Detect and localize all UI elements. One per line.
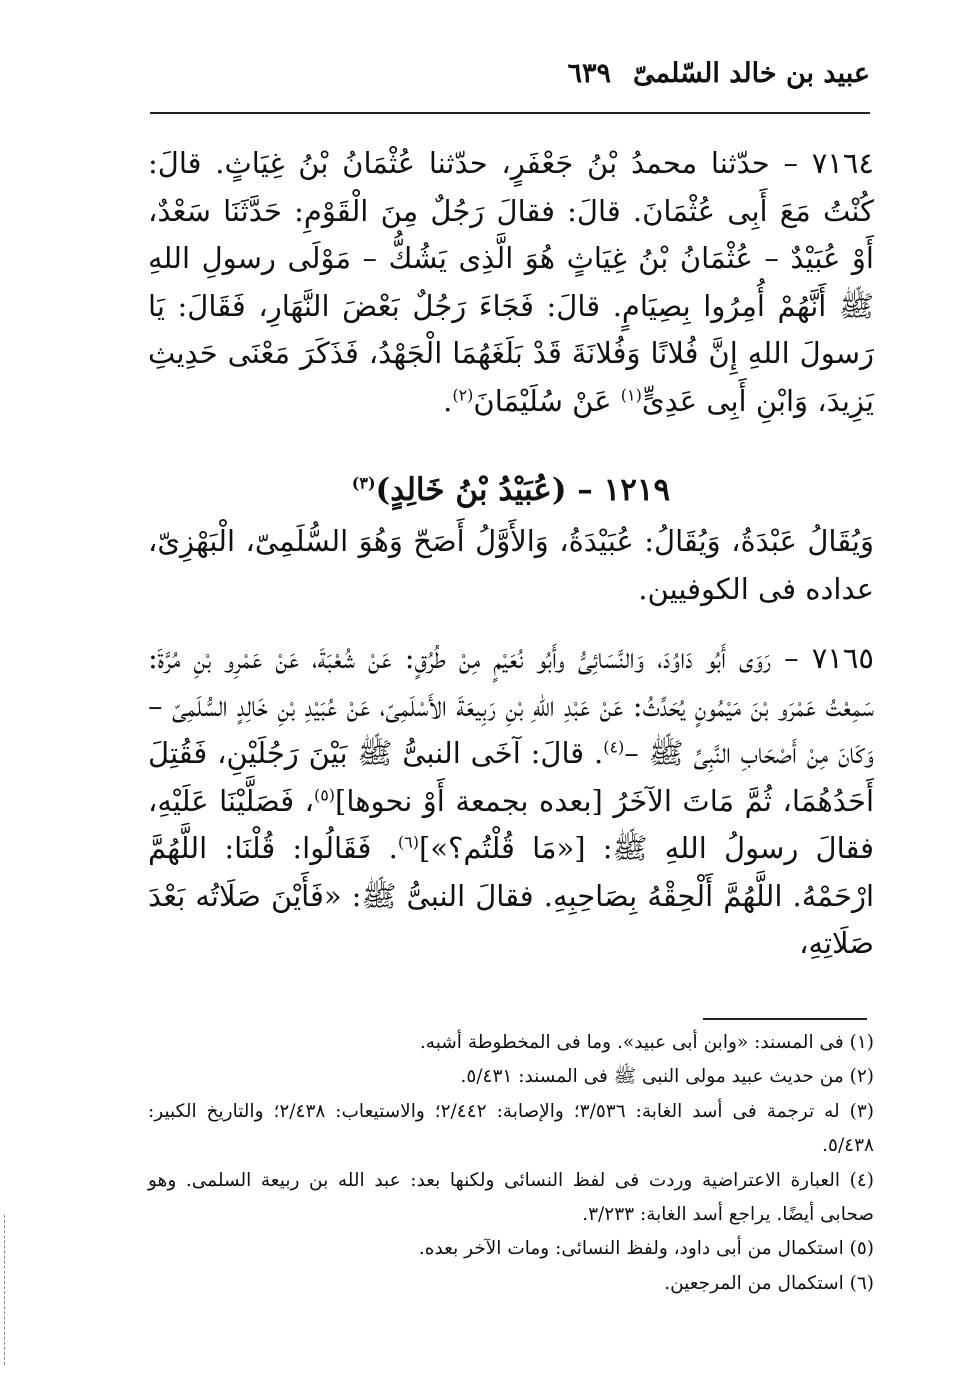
- header-title: عبيد بن خالد السّلمىّ: [632, 58, 870, 89]
- footnote-rule: [703, 1018, 867, 1020]
- footnote-5: (٥) استكمال من أبى داود، ولفظ النسائى: ومات الآخر بعده.: [418, 1238, 874, 1260]
- hadith-7164-text-mid: عَنْ سُلَيْمَانَ: [473, 383, 621, 418]
- hadith-7165-text-a: ٧١٦٥ – رَوَى أَبُو دَاوُدَ، وَالنَّسَائِىُّ وأَبُو نُعَيْمٍ مِنْ طُرُقٍ: عَنْ شُعْبَةَ، عَنْ عَمْرِو بْنِ مُرَّةَ: سَمِعْتُ عَمْرَو بْنَ مَيْمُونٍ يُحَدِّثُ: عَنْ عَبْدِ اللهِ بْنِ رَبِيعَةَ الأَسْلَمِىّ، عَنْ عُبَيْدِ بْنِ خَالِدٍ السُّلَمِىّ – وَكَانَ مِنْ أَصْحَابِ النَّبِىِّ ﷺ –: [148, 641, 874, 771]
- hadith-7165-text-b: . قالَ: آخَى النبىُّ ﷺ بَيْنَ رَجُلَيْنِ، فَقُتِلَ أَحَدُهُمَا، ثُمَّ مَاتَ الآخَرُ [بعده بجمعة أَوْ نحوها]: [148, 736, 875, 818]
- entry-intro: وَيُقَالُ عَبْدَةُ، وَيُقَالُ: عُبَيْدَةُ، وَالأَوَّلُ أَصَحّ وَهُوَ السُّلَمِىّ، الْبَهْزِىّ، عداده فى الكوفيين.: [148, 524, 874, 606]
- entry-title: [148, 465, 874, 516]
- page-number: ٦٣٩: [567, 58, 611, 89]
- footnote-ref-1: (١): [620, 385, 642, 405]
- footnote-ref-6: (٦): [397, 832, 419, 852]
- footnote-6: (٦) استكمال من المرجعين.: [664, 1272, 874, 1294]
- entry-title-text: ١٢١٩ – (عُبَيْدُ بْنُ خَالِدٍ): [375, 472, 671, 509]
- running-head: [150, 58, 870, 89]
- header-rule: [150, 112, 870, 114]
- footnote-1: (١) فى المسند: «وابن أبى عبيد». وما فى المخطوطة أشبه.: [419, 1032, 874, 1053]
- hadith-7164-text-end: .: [443, 383, 453, 418]
- hadith-7165-text-d: . فَقَالُوا: قُلْنَا: اللَّهُمَّ ارْحَمْهُ. اللَّهُمَّ أَلْحِقْهُ بِصَاحِبِهِ. فقالَ النبىُّ ﷺ: «فَأَيْنَ صَلَاتُه بَعْدَ صَلَاتِهِ،: [148, 831, 875, 961]
- footnote-ref-5: (٥): [313, 785, 336, 805]
- footnote-2: (٢) من حديث عبيد مولى النبى ﷺ فى المسند: ٥/٤٣١.: [460, 1066, 874, 1088]
- footnote-ref-4: (٤): [603, 737, 625, 757]
- footnote-ref-3: (٣): [351, 473, 376, 493]
- hadith-7164: [148, 140, 874, 425]
- scan-margin-mark: [4, 1215, 5, 1365]
- main-text: [148, 140, 874, 968]
- footnote-3: (٣) له ترجمة فى أسد الغابة: ٣/٥٣٦؛ والإصابة: ٢/٤٤٢؛ والاستيعاب: ٢/٤٣٨؛ والتاريخ الكبير: ٥/٤٣٨.: [148, 1100, 874, 1157]
- footnotes: [148, 1026, 874, 1301]
- hadith-7165: [148, 635, 874, 968]
- hadith-7165-text-c: ، فَصَلَّيْنَا عَلَيْهِ، فقالَ رسولُ اللهِ ﷺ: [«مَا قُلْتُم؟»]: [148, 783, 874, 866]
- footnote-ref-2: (٢): [452, 385, 474, 405]
- hadith-7164-text: ٧١٦٤ – حدّثنا محمدُ بْنُ جَعْفَرٍ، حدّثنا عُثْمَانُ بْنُ غِيَاثٍ. قالَ: كُنْتُ مَعَ أَبِى عُثْمَانَ. قالَ: فقالَ رَجُلٌ مِنَ الْقَوْمِ: حَدَّثَنَا سَعْدٌ، أَوْ عُبَيْدٌ – عُثْمَانُ بْنُ غِيَاثٍ هُوَ الَّذِى يَشُكُّ – مَوْلَى رسولِ اللهِ ﷺ أَنَّهُمْ أُمِرُوا بِصِيَامٍ. قالَ: فَجَاءَ رَجُلٌ بَعْضَ النَّهَارِ، فَقَالَ: يَا رَسولَ اللهِ إِنَّ فُلانًا وَفُلانَةَ قَدْ بَلَغَهُمَا الْجَهْدُ، فَذَكَرَ مَعْنَى حَدِيثِ يَزِيدَ، وَابْنِ أَبِى عَدِىٍّ: [148, 146, 874, 418]
- footnote-4: (٤) العبارة الاعتراضية وردت فى لفظ النسائى ولكنها بعد: عبد الله بن ربيعة السلمى. وهو صحابى أيضًا. يراجع أسد الغابة: ٣/٢٣٣.: [148, 1169, 874, 1226]
